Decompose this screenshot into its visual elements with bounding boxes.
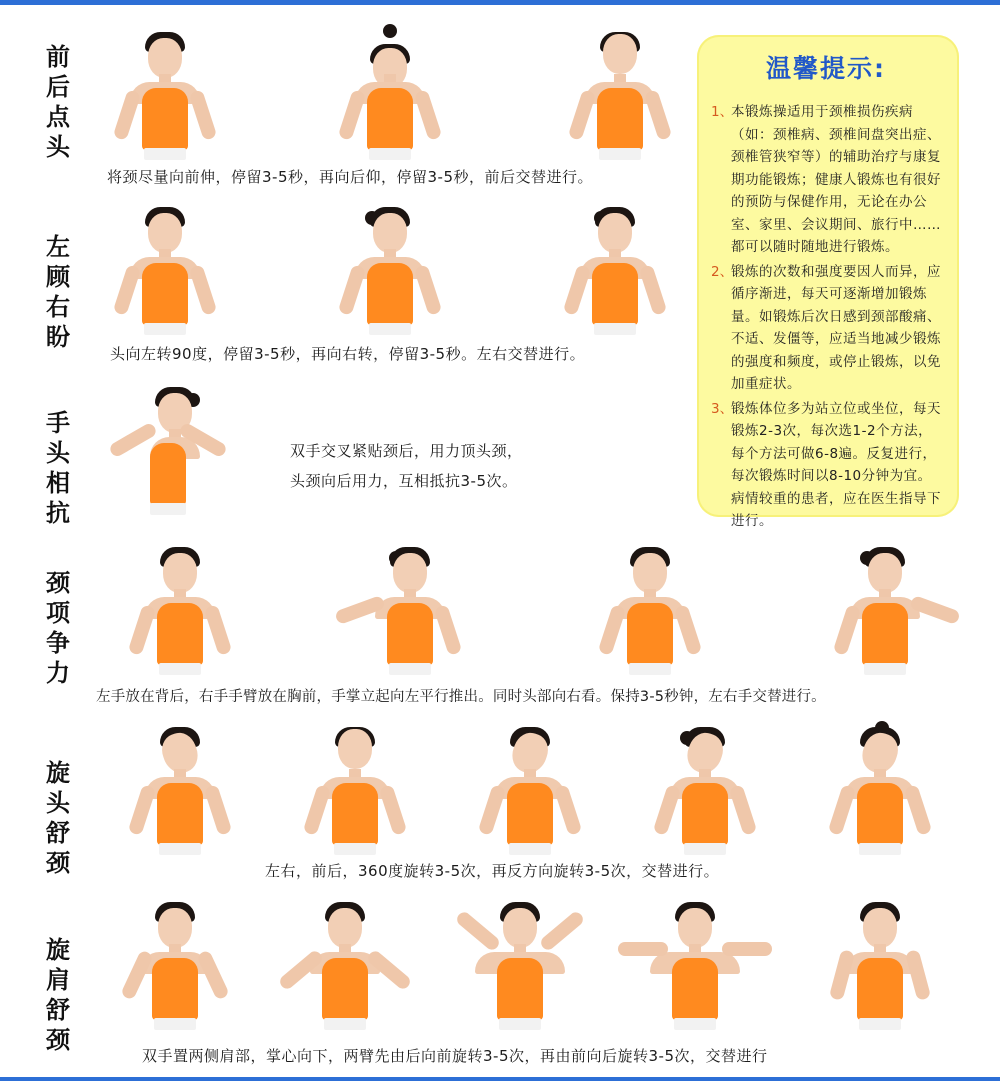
tip-number: 1、	[711, 104, 734, 120]
exercise-figure	[120, 385, 230, 515]
exercise-figure	[335, 30, 445, 160]
exercise-figure	[825, 900, 935, 1030]
tips-title: 温馨提示:	[766, 54, 886, 83]
section-title-nod: 前后点头	[46, 43, 70, 161]
tip-text: 本锻炼操适用于颈椎损伤疾病（如：颈椎病、颈椎间盘突出症、颈椎管狭窄等）的辅助治疗与康复期功能锻炼；健康人锻炼也有很好的预防与保健作用，无论在办公室、家里、会议期间、旅行中……都可以随时随地进行锻炼。	[731, 104, 941, 255]
section-title-shoulder-rotate: 旋肩舒颈	[46, 936, 70, 1054]
exercise-figure	[475, 725, 585, 855]
exercise-figure	[110, 30, 220, 160]
section-title-head-rotate: 旋头舒颈	[46, 759, 70, 877]
tip-item	[711, 261, 941, 396]
tip-text: 锻炼体位多为站立位或坐位，每天锻炼2-3次，每次选1-2个方法，每个方法可做6-8遍。反复进行，每次锻炼时间以8-10分钟为宜。病情较重的患者，应在医生指导下进行。	[731, 400, 941, 529]
exercise-figure	[825, 725, 935, 855]
exercise-figure	[125, 725, 235, 855]
section-caption: 左右，前后，360度旋转3-5次，再反方向旋转3-5次，交替进行。	[265, 862, 720, 880]
exercise-figure	[355, 545, 465, 675]
exercise-figure	[290, 900, 400, 1030]
exercise-figure	[120, 900, 230, 1030]
exercise-figure	[110, 205, 220, 335]
section-title-neck-push: 颈项争力	[46, 569, 70, 687]
exercise-figure	[650, 725, 760, 855]
section-caption: 将颈尽量向前伸，停留3-5秒，再向后仰，停留3-5秒，前后交替进行。	[107, 168, 594, 186]
tip-number: 2、	[711, 263, 734, 280]
bottom-border	[0, 1077, 1000, 1081]
exercise-figure	[335, 205, 445, 335]
section-caption-line2: 头颈向后用力，互相抵抗3-5次。	[290, 472, 518, 490]
section-caption: 左手放在背后，右手手臂放在胸前，手掌立起向左平行推出。同时头部向右看。保持3-5秒钟，左右手交替进行。	[96, 689, 826, 705]
exercise-figure	[565, 30, 675, 160]
top-border	[0, 0, 1000, 5]
tip-text: 锻炼的次数和强度要因人而异，应循序渐进，每天可逐渐增加锻炼量。如锻炼后次日感到颈部酸痛、不适、发僵等，应适当地减少锻炼的强度和频度，或停止锻炼，以免加重症状。	[731, 263, 941, 392]
exercise-figure	[125, 545, 235, 675]
section-title-resist: 手头相抗	[46, 409, 70, 527]
exercise-figure	[595, 545, 705, 675]
section-caption-line1: 双手交叉紧贴颈后，用力顶头颈，	[290, 442, 523, 460]
section-caption: 头向左转90度，停留3-5秒，再向右转，停留3-5秒。左右交替进行。	[110, 345, 586, 363]
exercise-figure	[300, 725, 410, 855]
exercise-figure	[560, 205, 670, 335]
tip-number: 3、	[711, 400, 734, 417]
tips-panel	[697, 35, 959, 529]
section-title-turn: 左顾右盼	[46, 233, 70, 351]
tip-item	[711, 101, 941, 259]
section-caption: 双手置两侧肩部，掌心向下，两臂先由后向前旋转3-5次，再由前向后旋转3-5次，交替进行	[142, 1047, 768, 1065]
exercise-figure	[465, 900, 575, 1030]
tip-item	[711, 398, 941, 533]
exercise-figure	[830, 545, 940, 675]
exercise-figure	[640, 900, 750, 1030]
